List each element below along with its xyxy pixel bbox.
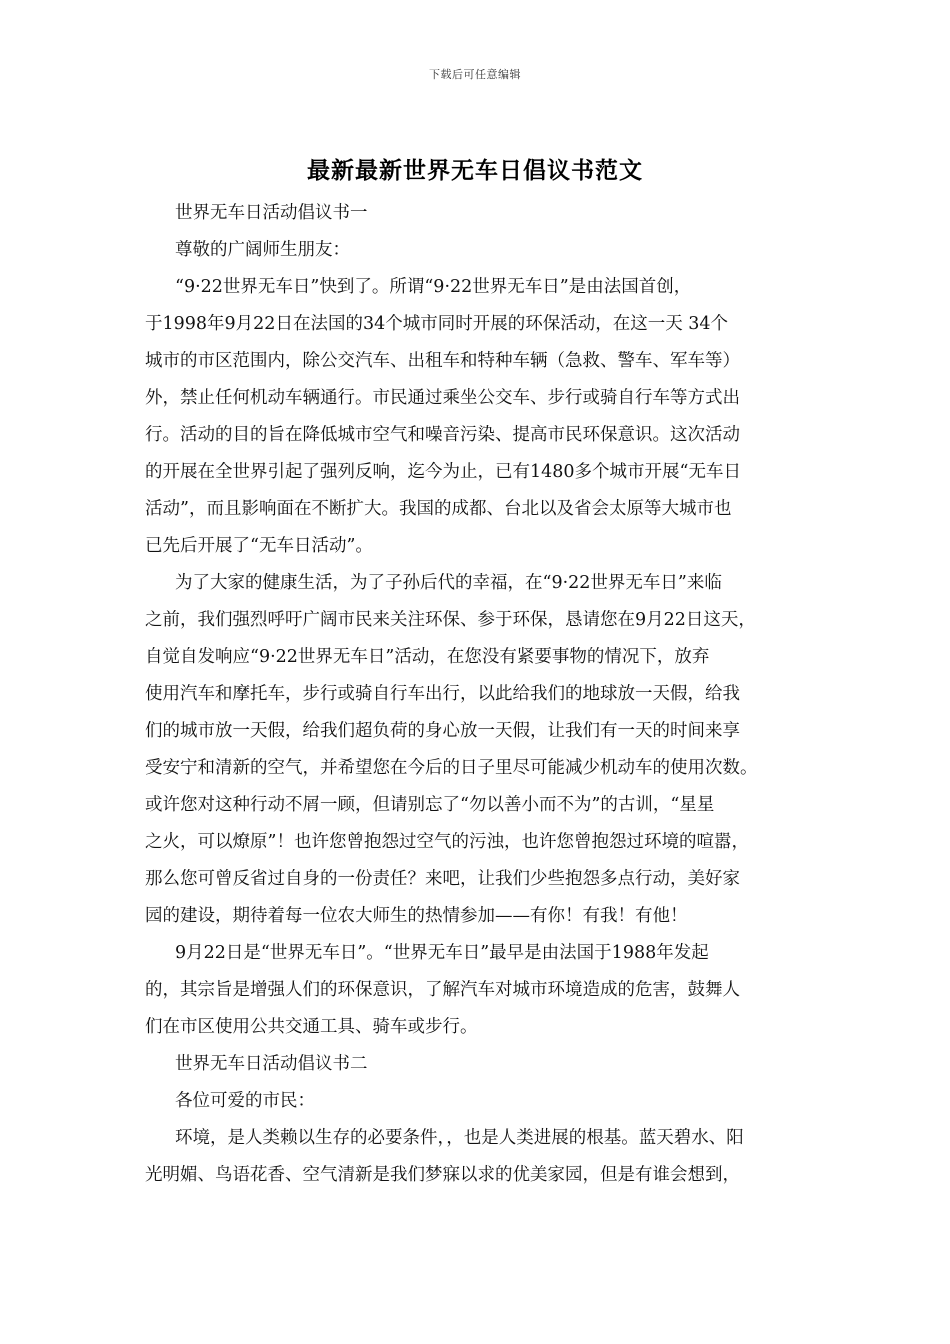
text-line: 各位可爱的市民：: [175, 1091, 315, 1111]
text-line: 们的城市放一天假，给我们超负荷的身心放一天假，让我们有一天的时间来享: [145, 721, 740, 741]
text-line: 9月22日是“世界无车日”。“世界无车日”最早是由法国于1988年发起: [175, 943, 709, 963]
text-line: 或许您对这种行动不屑一顾，但请别忘了“勿以善小而不为”的古训，“星星: [145, 795, 715, 815]
document-title: 最新最新世界无车日倡议书范文: [307, 157, 643, 184]
text-line: 已先后开展了“无车日活动”。: [145, 536, 373, 556]
text-line: 光明媚、鸟语花香、空气清新是我们梦寐以求的优美家园，但是有谁会想到，: [145, 1165, 740, 1185]
text-line: 世界无车日活动倡议书二: [175, 1054, 368, 1074]
text-line: 受安宁和清新的空气，并希望您在今后的日子里尽可能减少机动车的使用次数。: [145, 758, 758, 778]
text-line: 使用汽车和摩托车，步行或骑自行车出行，以此给我们的地球放一天假，给我: [145, 684, 740, 704]
text-line: 尊敬的广阔师生朋友：: [175, 240, 350, 260]
page-header-note: 下载后可任意编辑: [429, 68, 521, 81]
text-line: 那么您可曾反省过自身的一份责任？来吧，让我们少些抱怨多点行动，美好家: [145, 869, 740, 889]
text-line: 之火，可以燎原”！也许您曾抱怨过空气的污浊，也许您曾抱怨过环境的喧嚣，: [145, 832, 749, 852]
text-line: 世界无车日活动倡议书一: [175, 203, 368, 223]
text-line: 的开展在全世界引起了强列反响，迄今为止，已有1480多个城市开展“无车日: [145, 462, 741, 482]
text-line: 活动”，而且影响面在不断扩大。我国的成都、台北以及省会太原等大城市也: [145, 499, 732, 519]
text-line: 外，禁止任何机动车辆通行。市民通过乘坐公交车、步行或骑自行车等方式出: [145, 388, 740, 408]
document-body: [145, 195, 817, 1194]
text-line: 环境，是人类赖以生存的必要条件，，也是人类进展的根基。蓝天碧水、阳: [175, 1128, 744, 1148]
text-line: 城市的市区范围内，除公交汽车、出租车和特种车辆（急救、警车、军车等）: [145, 351, 740, 371]
text-line: 们在市区使用公共交通工具、骑车或步行。: [145, 1017, 478, 1037]
text-line: 自觉自发响应“9·22世界无车日”活动，在您没有紧要事物的情况下，放弃: [145, 647, 710, 667]
text-line: 的，其宗旨是增强人们的环保意识，了解汽车对城市环境造成的危害，鼓舞人: [145, 980, 740, 1000]
text-line: 园的建设，期待着每一位农大师生的热情参加——有你！有我！有他！: [145, 906, 688, 926]
text-line: 为了大家的健康生活，为了子孙后代的幸福，在“9·22世界无车日”来临: [175, 573, 722, 593]
text-line: 于1998年9月22日在法国的34个城市同时开展的环保活动，在这一天 34个: [145, 314, 729, 334]
text-line: 之前，我们强烈呼吁广阔市民来关注环保、参于环保，恳请您在9月22日这天，: [145, 610, 756, 630]
text-line: 行。活动的目的旨在降低城市空气和噪音污染、提高市民环保意识。这次活动: [145, 425, 740, 445]
text-line: “9·22世界无车日”快到了。所谓“9·22世界无车日”是由法国首创，: [175, 277, 692, 297]
